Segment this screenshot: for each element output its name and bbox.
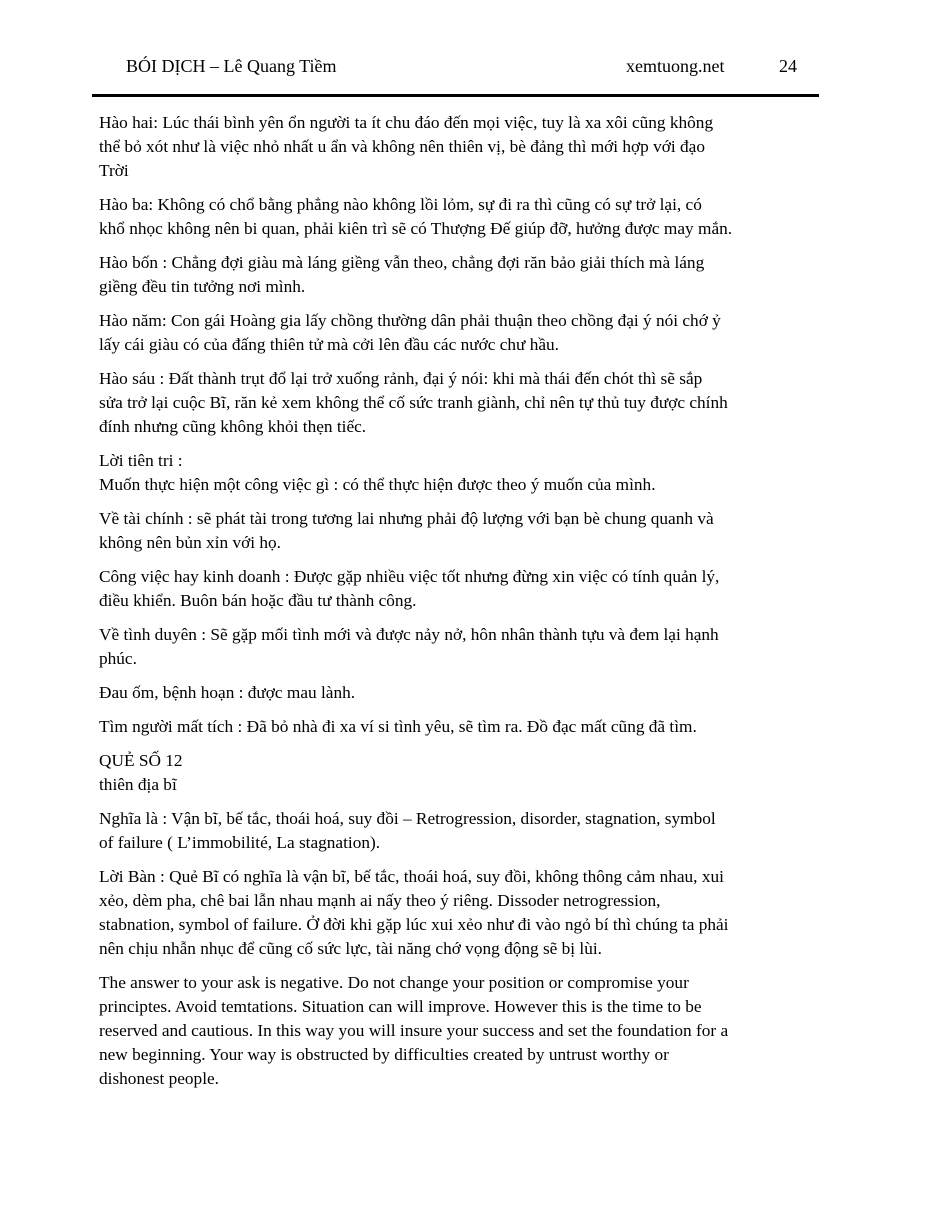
text-line: giềng đều tin tưởng nơi mình. xyxy=(99,277,306,296)
text-line: principtes. Avoid temtations. Situation can will improve. However this is the time to be xyxy=(99,997,702,1016)
text-line: điều khiển. Buôn bán hoặc đầu tư thành công. xyxy=(99,591,417,610)
paragraph xyxy=(99,971,799,1091)
text-line: QUẺ SỐ 12 xyxy=(99,751,183,770)
text-line: thiên địa bĩ xyxy=(99,775,177,794)
header-rule xyxy=(92,94,819,97)
page-number: 24 xyxy=(779,56,797,76)
text-line: Hào ba: Không có chổ bằng phẳng nào không lồi lỏm, sự đi ra thì cũng có sự trở lại, có xyxy=(99,195,702,214)
text-line: Nghĩa là : Vận bĩ, bế tắc, thoái hoá, suy đồi – Retrogression, disorder, stagnation, symbol xyxy=(99,809,716,828)
text-line: không nên bủn xỉn với họ. xyxy=(99,533,281,552)
document-title: BÓI DỊCH – Lê Quang Tiềm xyxy=(126,56,337,76)
text-line: Lời Bàn : Quẻ Bĩ có nghĩa là vận bĩ, bế tắc, thoái hoá, suy đồi, không thông cảm nhau, xui xyxy=(99,867,724,886)
text-line: phúc. xyxy=(99,649,137,668)
text-line: Đau ốm, bệnh hoạn : được mau lành. xyxy=(99,683,356,702)
text-line: Trời xyxy=(99,161,129,180)
text-line: Hào sáu : Đất thành trụt đổ lại trở xuống rảnh, đại ý nói: khi mà thái đến chót thì sẽ sắp xyxy=(99,369,703,388)
text-line: Công việc hay kinh doanh : Được gặp nhiều việc tốt nhưng đừng xin việc có tính quản lý, xyxy=(99,567,720,586)
paragraph xyxy=(99,565,799,613)
paragraph xyxy=(99,309,799,357)
text-line: Về tình duyên : Sẽ gặp mối tình mới và được nảy nở, hôn nhân thành tựu và đem lại hạnh xyxy=(99,625,719,644)
document-body xyxy=(99,111,799,1101)
paragraph xyxy=(99,507,799,555)
text-line: Muốn thực hiện một công việc gì : có thể thực hiện được theo ý muốn của mình. xyxy=(99,475,656,494)
paragraph xyxy=(99,111,799,183)
paragraph xyxy=(99,623,799,671)
paragraph xyxy=(99,367,799,439)
text-line: Hào bốn : Chẳng đợi giàu mà láng giềng vẫn theo, chẳng đợi răn bảo giải thích mà láng xyxy=(99,253,705,272)
text-line: The answer to your ask is negative. Do not change your position or compromise your xyxy=(99,973,689,992)
paragraph xyxy=(99,193,799,241)
text-line: stabnation, symbol of failure. Ở đời khi gặp lúc xui xẻo như đi vào ngỏ bí thì chúng ta phải xyxy=(99,915,729,934)
text-line: Về tài chính : sẽ phát tài trong tương lai nhưng phải độ lượng với bạn bè chung quanh và xyxy=(99,509,714,528)
text-line: Hào hai: Lúc thái bình yên ổn người ta ít chu đáo đến mọi việc, tuy là xa xôi cũng không xyxy=(99,113,714,132)
text-line: nên chịu nhẫn nhục để cũng cố sức lực, tài năng chớ vọng động sẽ bị lùi. xyxy=(99,939,602,958)
text-line: dishonest people. xyxy=(99,1069,219,1088)
text-line: new beginning. Your way is obstructed by difficulties created by untrust worthy or xyxy=(99,1045,669,1064)
paragraph xyxy=(99,715,799,739)
text-line: Hào năm: Con gái Hoàng gia lấy chồng thường dân phải thuận theo chồng đại ý nói chớ ỷ xyxy=(99,311,721,330)
page-header xyxy=(0,56,935,82)
paragraph xyxy=(99,807,799,855)
text-line: reserved and cautious. In this way you will insure your success and set the foundation for a xyxy=(99,1021,729,1040)
text-line: khổ nhọc không nên bi quan, phải kiên trì sẽ có Thượng Đế giúp đỡ, hưởng được may mắn. xyxy=(99,219,733,238)
text-line: Lời tiên tri : xyxy=(99,451,183,470)
paragraph xyxy=(99,865,799,961)
text-line: đính nhưng cũng không khỏi thẹn tiếc. xyxy=(99,417,367,436)
text-line: thể bỏ xót như là việc nhỏ nhất u ẩn và không nên thiên vị, bè đảng thì mới hợp với đạo xyxy=(99,137,705,156)
text-line: of failure ( L’immobilité, La stagnation). xyxy=(99,833,381,852)
website-name: xemtuong.net xyxy=(626,56,725,76)
text-line: Tìm người mất tích : Đã bỏ nhà đi xa ví si tình yêu, sẽ tìm ra. Đồ đạc mất cũng đã tìm. xyxy=(99,717,697,736)
text-line: lấy cái giàu có của đấng thiên tử mà cởi lên đầu các nước chư hầu. xyxy=(99,335,559,354)
paragraph xyxy=(99,251,799,299)
paragraph xyxy=(99,749,799,797)
paragraph xyxy=(99,449,799,497)
text-line: xẻo, dèm pha, chê bai lẫn nhau mạnh ai nấy theo ý riêng. Dissoder netrogression, xyxy=(99,891,661,910)
paragraph xyxy=(99,681,799,705)
text-line: sửa trở lại cuộc Bĩ, răn kẻ xem không thể cố sức tranh giành, chỉ nên tự thủ tuy được chính xyxy=(99,393,728,412)
